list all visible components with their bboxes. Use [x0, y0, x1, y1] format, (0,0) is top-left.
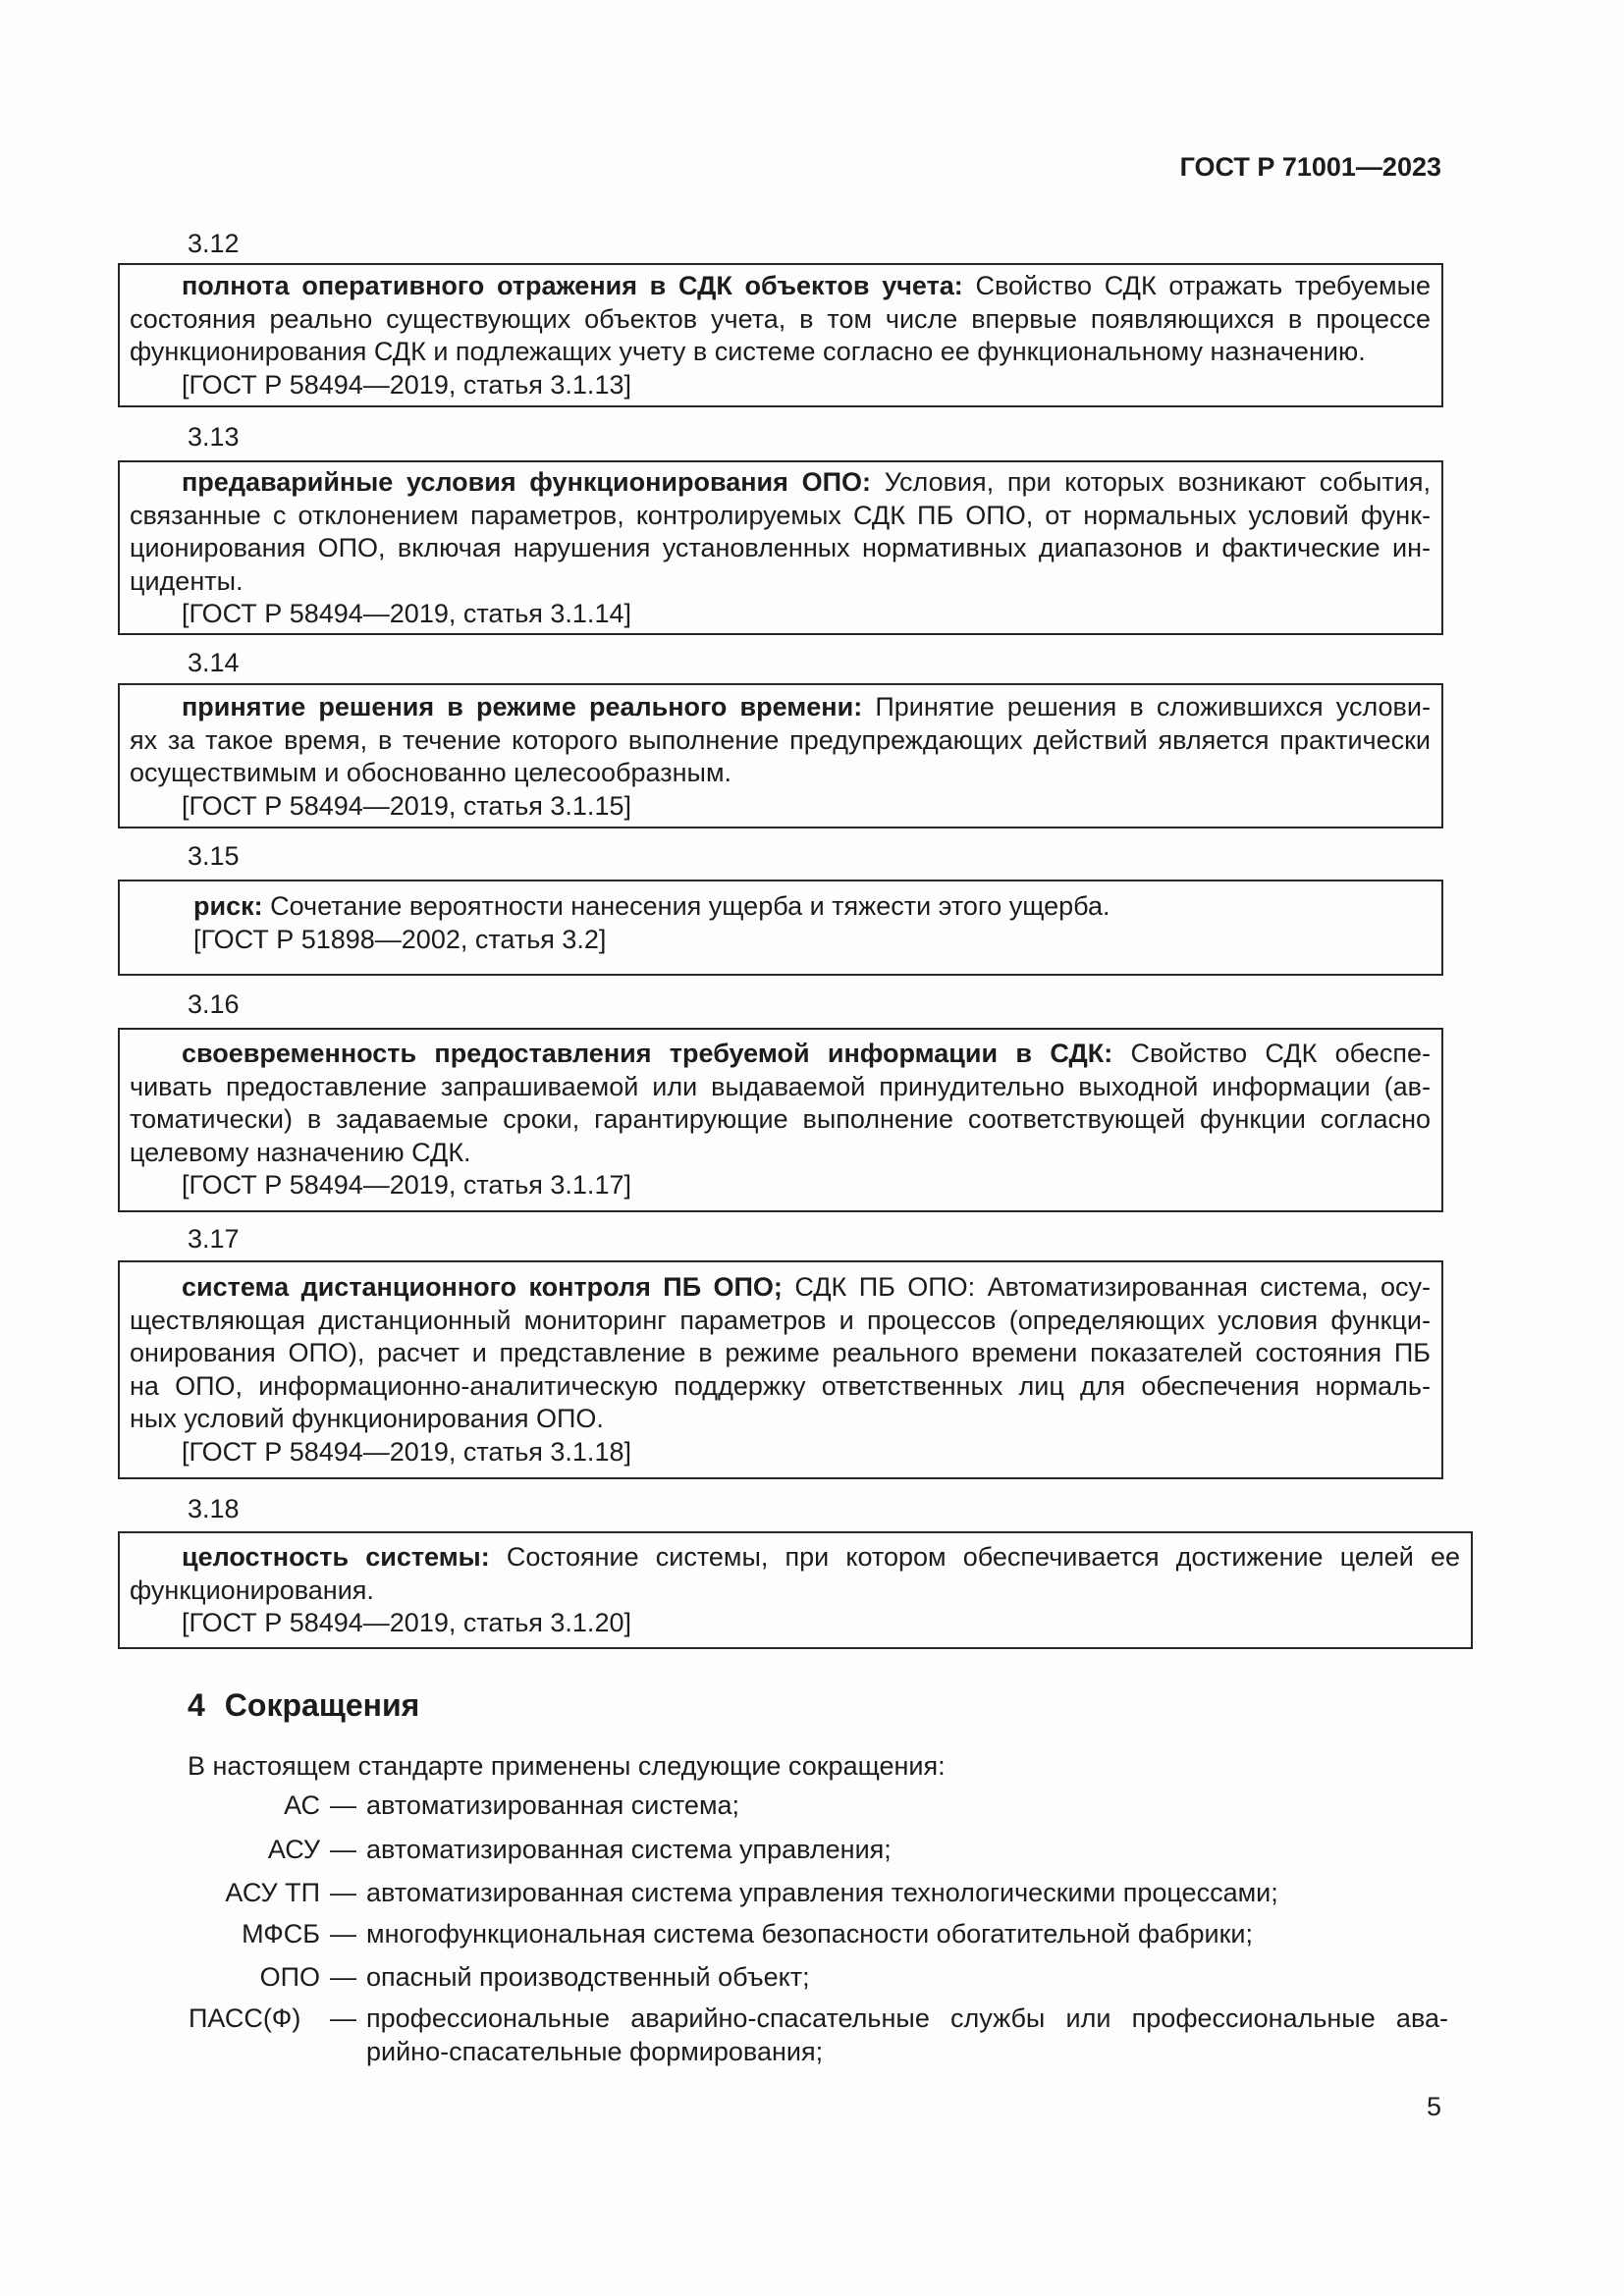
definition-text: Свойство СДК отражать требуемые — [975, 271, 1431, 300]
abbreviation-row — [0, 1876, 1624, 1909]
term-name: целостность системы: — [182, 1542, 490, 1572]
term-entry-box — [118, 683, 1443, 828]
definition-line: ных условий функционирования ОПО. — [130, 1404, 604, 1433]
abbreviation-dash: — — [330, 1878, 356, 1907]
abbreviation: ОПО — [259, 1962, 320, 1992]
definition-text: Условия, при которых возникают события, — [884, 467, 1431, 497]
definition-line: ционирования ОПО, включая нарушения установленных нормативных диапазонов и фактические ин- — [130, 533, 1431, 562]
definition-line: функционирования. — [130, 1575, 374, 1605]
abbreviation-dash: — — [330, 1919, 356, 1949]
abbreviation-dash: — — [330, 1790, 356, 1820]
definition-line: связанные с отклонением параметров, контролируемых СДК ПБ ОПО, от нормальных условий функ- — [130, 500, 1431, 530]
term-number: 3.15 — [188, 841, 240, 871]
term-number: 3.17 — [188, 1224, 240, 1254]
definition-text: Состояние системы, при котором обеспечивается достижение целей ее — [506, 1542, 1460, 1572]
definition-line: онирования ОПО), расчет и представление в режиме реального времени показателей состояния ПБ — [130, 1338, 1431, 1367]
definition-line: ях за такое время, в течение которого выполнение предупреждающих действий является практически — [130, 724, 1431, 755]
term-source-reference: [ГОСТ Р 58494—2019, статья 3.1.17] — [182, 1170, 631, 1200]
term-name: система дистанционного контроля ПБ ОПО; — [182, 1272, 783, 1302]
definition-text: Сочетание вероятности нанесения ущерба и тяжести этого ущерба. — [270, 891, 1110, 921]
term-first-line — [130, 1541, 1460, 1575]
abbreviation-dash: — — [330, 1835, 356, 1864]
abbreviation-definition: автоматизированная система; — [366, 1790, 740, 1820]
abbreviation-definition: автоматизированная система управления; — [366, 1835, 892, 1864]
term-name: своевременность предоставления требуемой информации в СДК: — [182, 1039, 1113, 1068]
term-entry-box — [118, 263, 1443, 407]
term-source-reference: [ГОСТ Р 58494—2019, статья 3.1.13] — [182, 369, 631, 400]
abbreviation-row — [0, 2002, 1624, 2066]
term-source-reference: [ГОСТ Р 58494—2019, статья 3.1.15] — [182, 790, 631, 821]
definition-text: Автоматизированная система, осу- — [987, 1272, 1431, 1302]
term-first-line — [130, 1038, 1431, 1071]
term-first-line — [130, 466, 1431, 500]
abbreviation-definition — [366, 2002, 1448, 2068]
abbreviation-row — [0, 1789, 1624, 1822]
definition-line: целевому назначению СДК. — [130, 1137, 471, 1167]
term-first-line — [130, 890, 1431, 924]
term-source-reference: [ГОСТ Р 58494—2019, статья 3.1.18] — [182, 1436, 631, 1467]
term-name: риск: — [193, 891, 263, 921]
page-number: 5 — [1426, 2092, 1441, 2121]
term-entry-box — [118, 1531, 1473, 1649]
abbreviation-definition: опасный производственный объект; — [366, 1962, 810, 1992]
definition-text: Принятие решения в сложившихся услови- — [875, 692, 1431, 721]
abbreviation: АСУ — [267, 1835, 320, 1864]
term-first-line — [130, 691, 1431, 724]
term-name: предаварийные условия функционирования ОПО: — [182, 467, 871, 497]
definition-line: состояния реально существующих объектов учета, в том числе впервые появляющихся в процессе — [130, 303, 1431, 334]
definition-line: функционирования СДК и подлежащих учету в системе согласно ее функциональному назначению. — [130, 337, 1366, 366]
term-entry-box — [118, 1028, 1443, 1212]
section-number: 4 — [188, 1687, 205, 1723]
term-name: полнота оперативного отражения в СДК объектов учета: — [182, 271, 963, 300]
section-intro-text: В настоящем стандарте применены следующие сокращения: — [188, 1751, 946, 1781]
abbreviation-definition-line: профессиональные аварийно-спасательные службы или профессиональные ава- — [366, 2003, 1448, 2033]
term-first-line — [130, 270, 1431, 303]
document-designation: ГОСТ Р 71001—2023 — [1179, 152, 1441, 182]
term-entry-box — [118, 460, 1443, 635]
abbreviation-definition: многофункциональная система безопасности обогатительной фабрики; — [366, 1919, 1254, 1949]
abbreviation: МФСБ — [242, 1919, 320, 1949]
section-heading — [188, 1686, 419, 1724]
term-source-reference: [ГОСТ Р 58494—2019, статья 3.1.20] — [182, 1608, 631, 1637]
abbreviation-row — [0, 1917, 1624, 1950]
definition-line: осуществимым и обоснованно целесообразным. — [130, 758, 732, 787]
term-number: 3.12 — [188, 229, 240, 258]
definition-text: Свойство СДК обеспе- — [1130, 1039, 1431, 1068]
abbreviation: АСУ ТП — [225, 1878, 320, 1907]
definition-line: чивать предоставление запрашиваемой или выдаваемой принудительно выходной информации (ав- — [130, 1071, 1431, 1101]
term-entry-box — [118, 880, 1443, 976]
abbreviation: ПАСС(Ф) — [189, 2003, 301, 2033]
definition-line: ществляющая дистанционный мониторинг параметров и процессов (определяющих условия функци- — [130, 1305, 1431, 1335]
term-source-reference: [ГОСТ Р 51898—2002, статья 3.2] — [193, 924, 607, 954]
term-number: 3.14 — [188, 648, 240, 677]
definition-line: томатически) в задаваемые сроки, гарантирующие выполнение соответствующей функции согласно — [130, 1104, 1431, 1134]
section-title: Сокращения — [224, 1687, 420, 1723]
term-first-line — [130, 1271, 1431, 1305]
abbreviation-definition: автоматизированная система управления технологическими процессами; — [366, 1878, 1278, 1907]
term-number: 3.18 — [188, 1494, 240, 1523]
abbreviation-row — [0, 1960, 1624, 1994]
abbreviation-definition-line: рийно-спасательные формирования; — [366, 2037, 824, 2066]
definition-line: на ОПО, информационно-аналитическую поддержку ответственных лиц для обеспечения нормаль- — [130, 1370, 1431, 1401]
term-source-reference: [ГОСТ Р 58494—2019, статья 3.1.14] — [182, 599, 631, 628]
abbreviation: АС — [284, 1790, 320, 1820]
abbreviation-row — [0, 1833, 1624, 1866]
term-name: принятие решения в режиме реального времени: — [182, 692, 863, 721]
term-synonym: СДК ПБ ОПО: — [794, 1272, 976, 1302]
term-number: 3.13 — [188, 422, 240, 452]
definition-line: циденты. — [130, 565, 244, 596]
abbreviation-dash: — — [330, 2003, 356, 2033]
abbreviation-dash: — — [330, 1962, 356, 1992]
term-entry-box — [118, 1260, 1443, 1479]
term-number: 3.16 — [188, 989, 240, 1019]
